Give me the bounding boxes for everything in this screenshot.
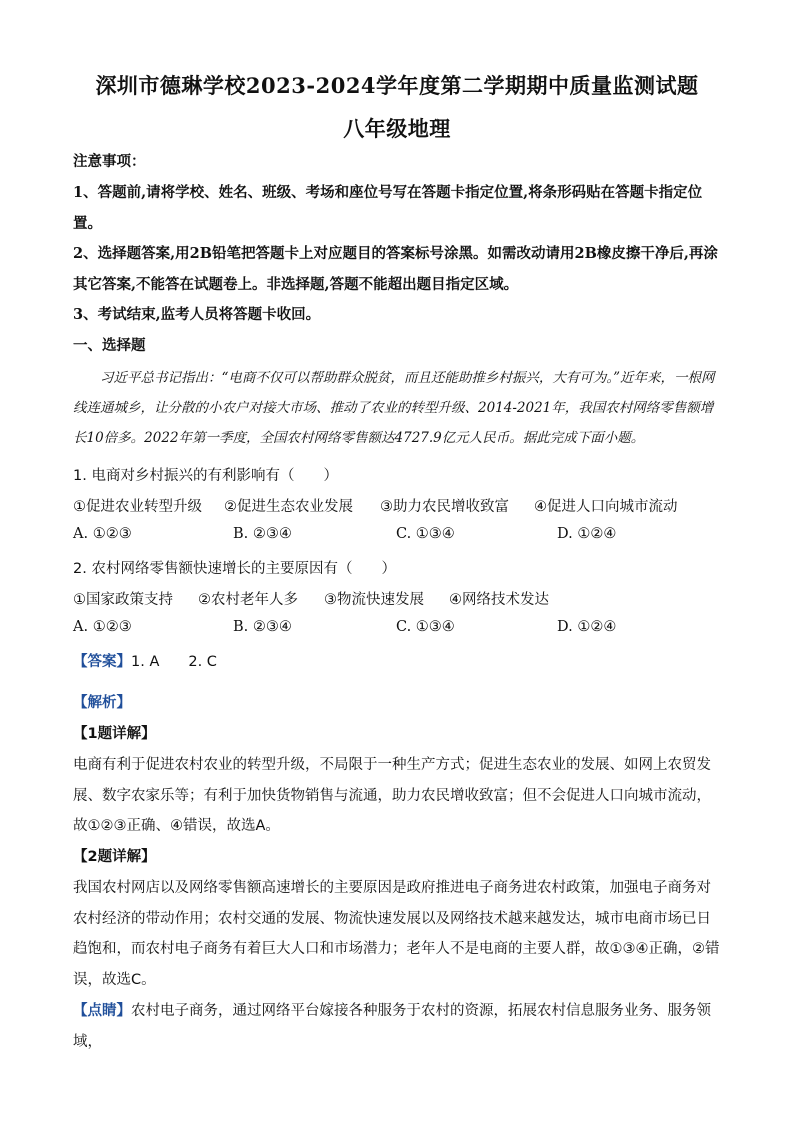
answer-text: 1. A 2. C — [131, 654, 217, 670]
tip-text: 农村电子商务，通过网络平台嫁接各种服务于农村的资源，拓展农村信息服务业务、服务领域， — [73, 1003, 711, 1050]
q2-analysis-text: 我国农村网店以及网络零售额高速增长的主要原因是政府推进电子商务进农村政策，加强电子商务对农村经济的带动作用；农村交通的发展、物流快速发展以及网络技术越来越发达，城市电商市场已日趋饱和，而农村电子商务有着巨大人口和市场潜力；老年人不是电商的主要人群，故①③④正确，②错误，故选C。 — [73, 880, 720, 988]
q1-item-2: ②促进生态农业发展 — [224, 499, 353, 515]
tip-tag: 【点睛】 — [73, 1003, 131, 1019]
notice-item-2: 2、选择题答案,用2B铅笔把答题卡上对应题目的答案标号涂黑。如需改动请用2B橡皮擦干净后,再涂其它答案,不能答在试题卷上。非选择题,答题不能超出题目指定区域。 — [73, 245, 718, 293]
answer-line — [73, 650, 217, 671]
q2-analysis-tag: 【2题详解】 — [73, 849, 156, 865]
q1-option-a: A. ①②③ — [73, 526, 132, 542]
analysis-tag: 【解析】 — [73, 695, 131, 711]
q2-item-2: ②农村老年人多 — [198, 592, 298, 608]
q1-item-4: ④促进人口向城市流动 — [534, 499, 678, 515]
q1-option-d: D. ①②④ — [557, 526, 617, 542]
q1-analysis-text: 电商有利于促进农村农业的转型升级，不局限于一种生产方式；促进生态农业的发展、如网上农贸发展、数字农家乐等；有利于加快货物销售与流通，助力农民增收致富；但不会促进人口向城市流动，故①②③正确、④错误，故选A。 — [73, 757, 711, 834]
reading-passage: 习近平总书记指出：“电商不仅可以帮助群众脱贫，而且还能助推乡村振兴，大有可为。”近年来，一根网线连通城乡，让分散的小农户对接大市场、推动了农业的转型升级、2014-2021年，我国农村网络零售额增长10倍多。2022年第一季度，全国农村网络零售额达4727.9亿元人民币。据此完成下面小题。 — [73, 370, 715, 446]
notice-heading: 注意事项： — [73, 153, 146, 170]
q2-item-1: ①国家政策支持 — [73, 592, 173, 608]
q1-option-b: B. ②③④ — [233, 526, 292, 542]
q2-option-a: A. ①②③ — [73, 619, 132, 635]
answer-tag: 【答案】 — [73, 654, 131, 670]
exam-title: 深圳市德琳学校2023-2024学年度第二学期期中质量监测试题 — [95, 73, 699, 98]
notice-item-1: 1、答题前,请将学校、姓名、班级、考场和座位号写在答题卡指定位置,将条形码贴在答题卡指定位置。 — [73, 184, 703, 232]
q2-item-4: ④网络技术发达 — [449, 592, 549, 608]
question-1-stem: 1. 电商对乡村振兴的有利影响有（ ） — [73, 468, 338, 484]
q1-option-c: C. ①③④ — [396, 526, 455, 542]
question-2-stem: 2. 农村网络零售额快速增长的主要原因有（ ） — [73, 561, 396, 577]
q1-analysis-tag: 【1题详解】 — [73, 726, 156, 742]
section-heading: 一、选择题 — [73, 337, 146, 354]
q2-item-3: ③物流快速发展 — [324, 592, 424, 608]
q1-item-3: ③助力农民增收致富 — [380, 499, 509, 515]
q1-item-1: ①促进农业转型升级 — [73, 499, 202, 515]
notice-item-3: 3、考试结束,监考人员将答题卡收回。 — [73, 306, 321, 323]
q2-option-b: B. ②③④ — [233, 619, 292, 635]
tip-paragraph — [73, 996, 723, 1057]
exam-subtitle: 八年级地理 — [343, 116, 451, 141]
q2-option-c: C. ①③④ — [396, 619, 455, 635]
q2-option-d: D. ①②④ — [557, 619, 617, 635]
